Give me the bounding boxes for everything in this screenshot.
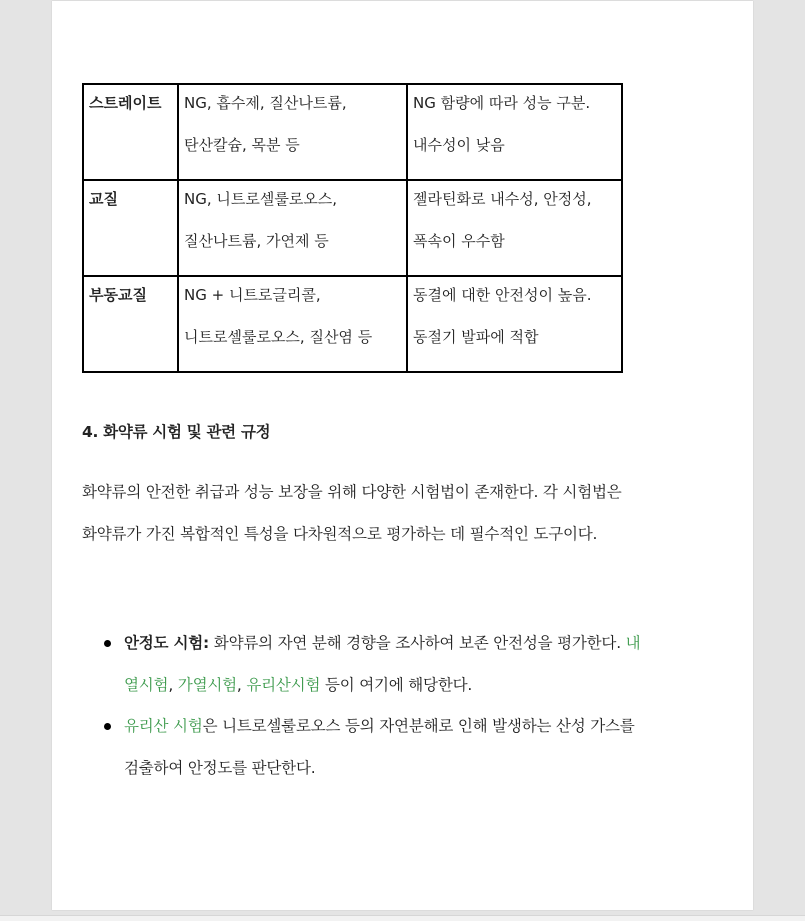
item-text: 화약류의 자연 분해 경향을 조사하여 보존 안전성을 평가한다. [209,634,626,652]
feature-line: 동결에 대한 안전성이 높음. [413,286,592,304]
bottom-strip [0,916,805,921]
link-free-acid-test-2[interactable]: 유리산 시험 [124,717,203,735]
feature-line: 젤라틴화로 내수성, 안정성, [413,190,592,208]
term-label: 안정도 시험: [124,634,210,652]
composition-cell [178,84,407,180]
composition-line: NG, 흡수제, 질산나트륨, [184,94,347,112]
section-heading: 4. 화약류 시험 및 관련 규정 [82,423,271,441]
list-item [82,623,642,706]
composition-cell [178,276,407,372]
section-paragraph: 화약류의 안전한 취급과 성능 보장을 위해 다양한 시험법이 존재한다. 각 시험법은 화약류가 가진 복합적인 특성을 다차원적으로 평가하는 데 필수적인 도구이다. [82,483,622,543]
feature-line: 폭속이 우수함 [413,232,505,250]
item-text: 등이 여기에 해당한다. [320,675,473,694]
composition-line: 질산나트륨, 가연제 등 [184,232,329,250]
composition-line: 탄산칼슘, 목분 등 [184,136,300,154]
explosive-types-table [82,83,623,373]
feature-cell [407,84,622,180]
table-row [83,276,622,372]
type-name-cell [83,180,178,276]
item-text: 은 니트로셀룰로오스 등의 자연분해로 인해 발생하는 산성 가스를 검출하여 안정도를 판단한다. [124,717,635,777]
feature-cell [407,276,622,372]
composition-line: NG, 니트로셀룰로오스, [184,190,338,208]
separator: , [236,675,247,694]
table-row [83,84,622,180]
composition-line: NG + 니트로글리콜, [184,286,321,304]
bullet-icon [104,640,111,647]
link-heating-test[interactable]: 가열시험 [177,675,237,694]
composition-line: 니트로셀룰로오스, 질산염 등 [184,328,373,346]
type-name: 부동교질 [89,286,147,304]
type-name-cell [83,276,178,372]
separator: , [168,675,178,694]
link-heat-test[interactable]: 내열시험 [124,634,641,694]
type-name: 교질 [89,190,118,208]
bullet-icon [104,723,111,730]
type-name: 스트레이트 [89,94,162,112]
type-name-cell [83,84,178,180]
table-row [83,180,622,276]
test-list [82,623,642,789]
feature-cell [407,180,622,276]
feature-line: 동절기 발파에 적합 [413,328,539,346]
feature-line: NG 함량에 따라 성능 구분. [413,94,591,112]
list-item [82,706,642,789]
composition-cell [178,180,407,276]
link-free-acid-test[interactable]: 유리산시험 [246,675,321,694]
feature-line: 내수성이 낮음 [413,136,505,154]
